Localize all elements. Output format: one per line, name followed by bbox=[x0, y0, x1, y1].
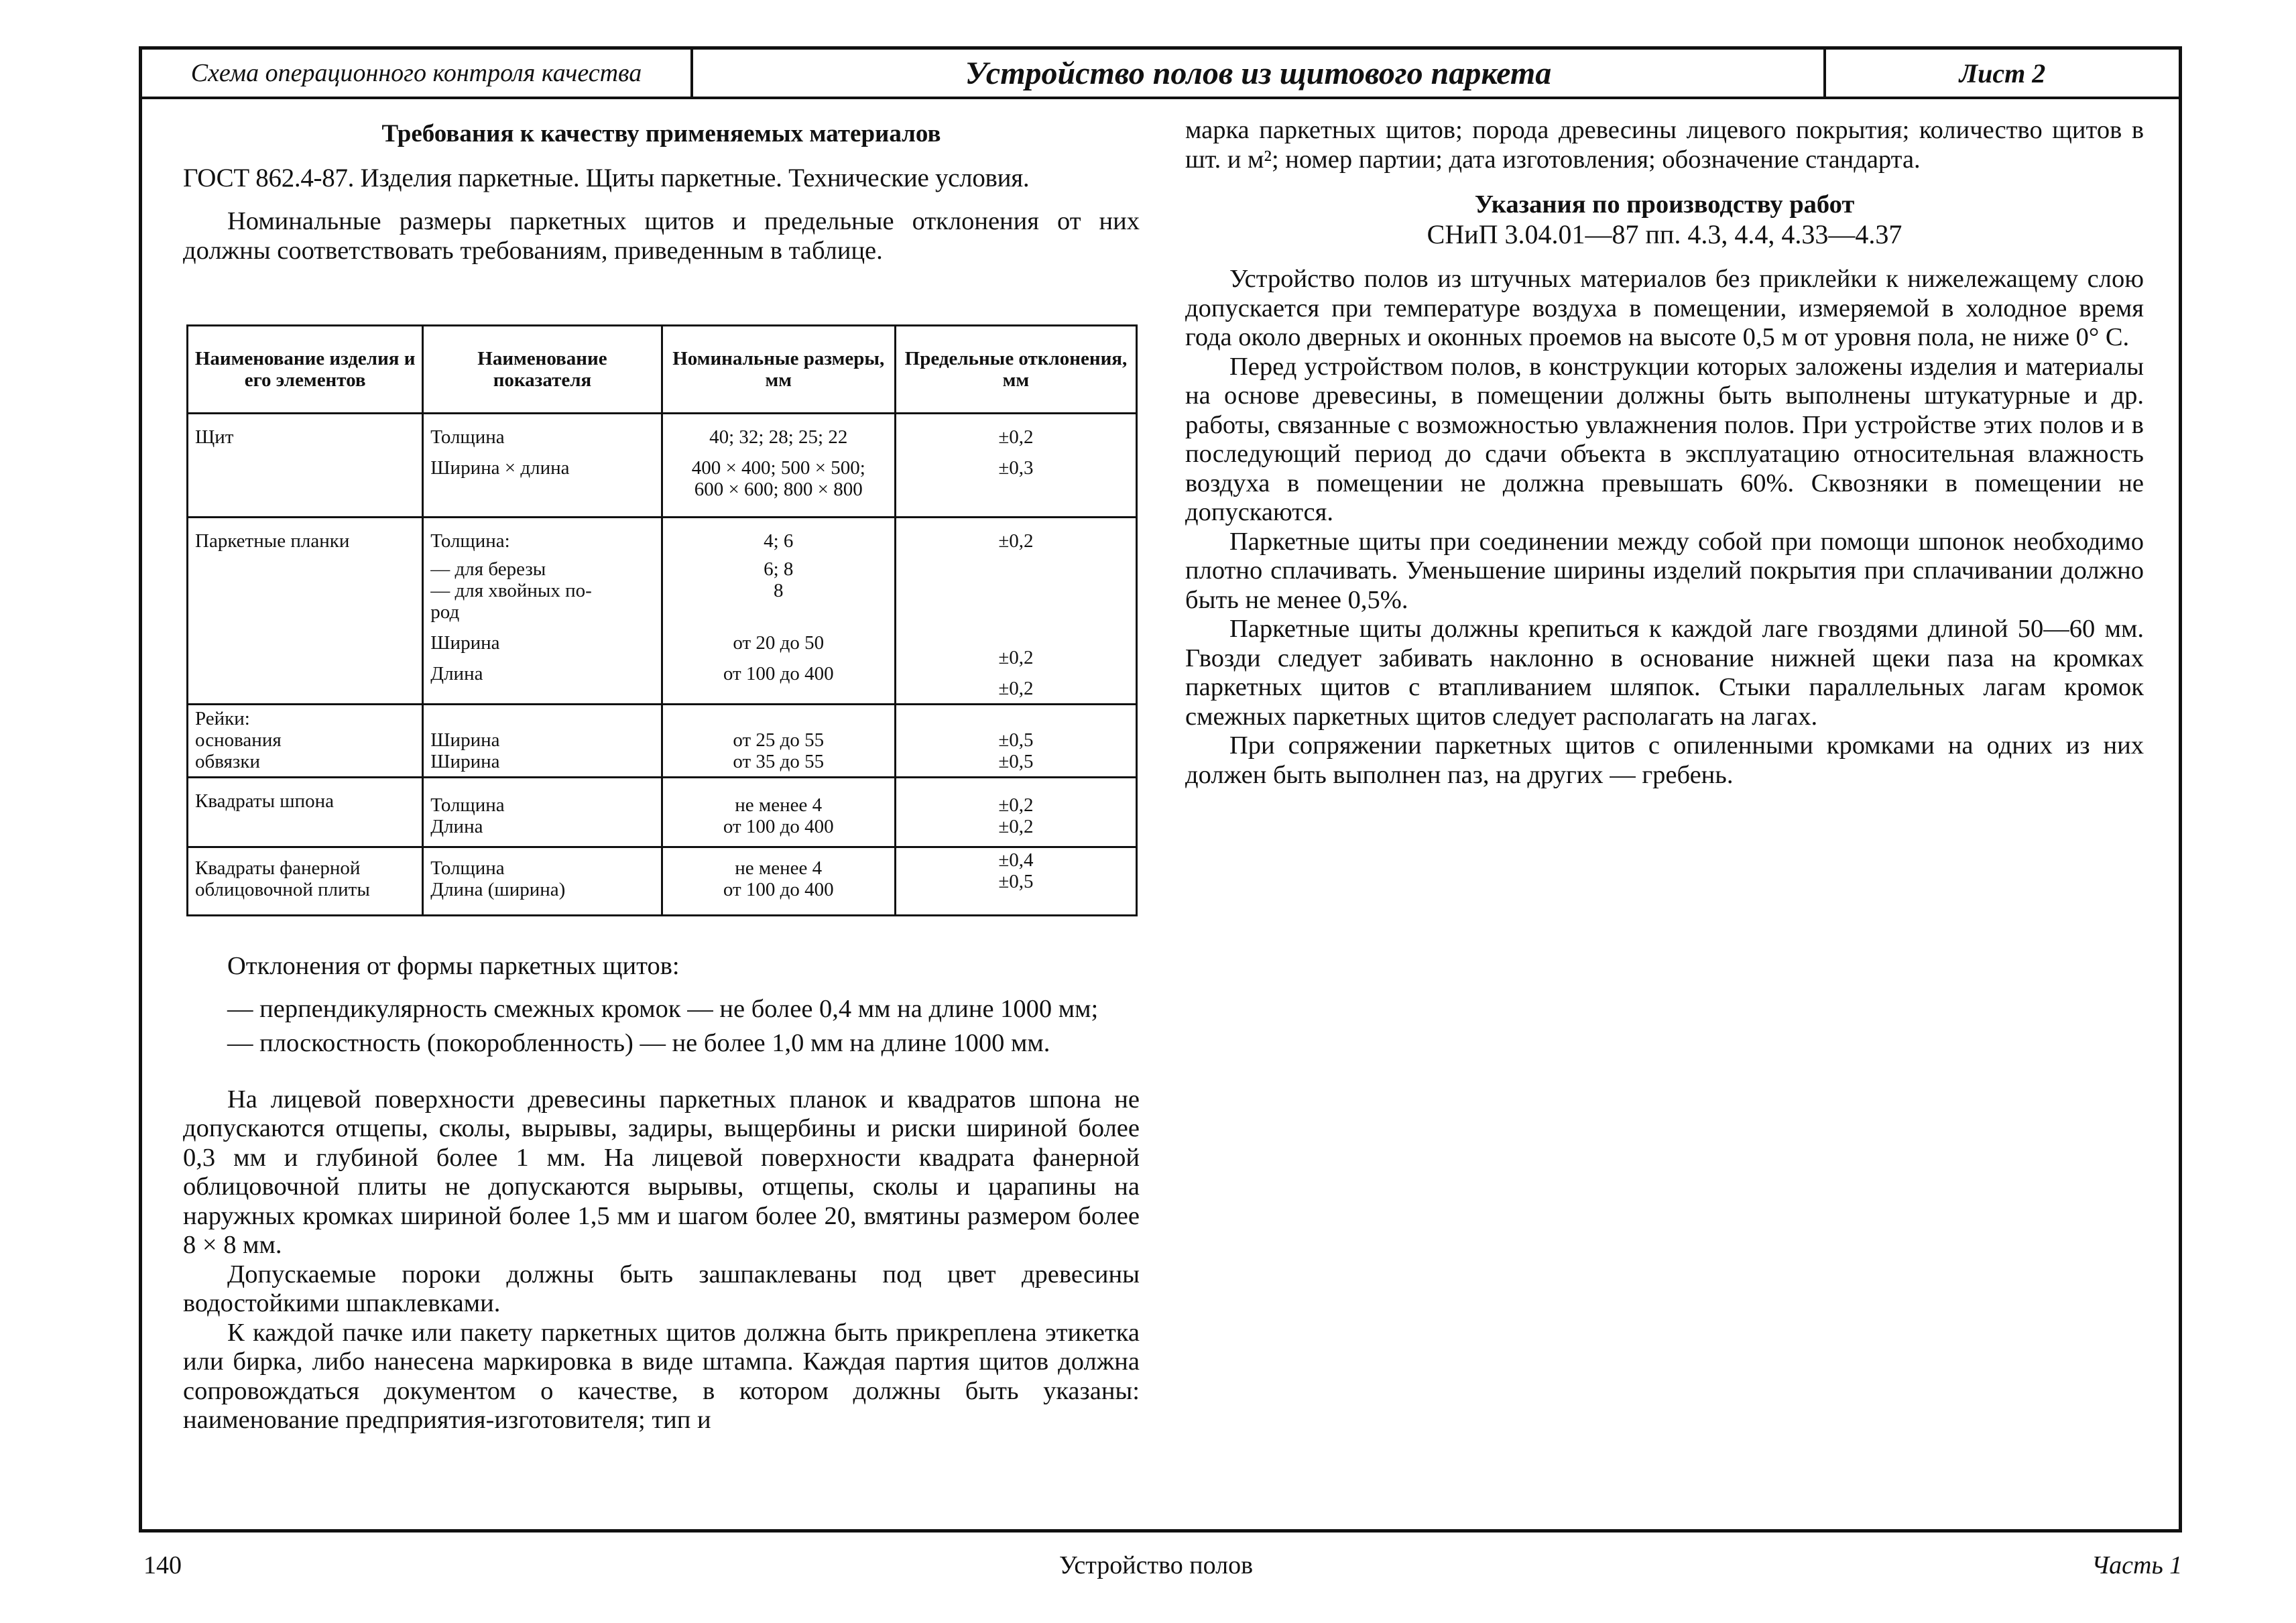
cell-line: Толщина bbox=[430, 426, 505, 448]
footer-title: Устройство полов bbox=[1059, 1551, 1254, 1579]
surface-defects-paragraph: На лицевой поверхности древесины паркетных планок и квадратов шпона не допускаются отщепы, сколы, вырывы, задиры, выщербины и риски шириной более 0,3 мм и глубиной более 1 мм. На лицевой поверхности квадрата фанерной облицовочной плиты не допускаются вырывы, отщепы, сколы и царапины на наружных кромках шириной более 1,5 мм и шагом более 20, вмятины размером более 8 × 8 мм. bbox=[183, 1085, 1140, 1259]
table-header-row bbox=[188, 326, 1137, 414]
cell-line: Толщина bbox=[430, 794, 505, 816]
cell-line: не менее 4 bbox=[735, 857, 823, 879]
cell-line: Паркетные планки bbox=[195, 530, 350, 552]
works-paragraph: Устройство полов из штучных материалов без приклейки к нижележащему слою допускается при температуре воздуха в помещении, измеряемой в холодное время года около дверных и оконных проемов на высоте 0,5 м от уровня пола, не ниже 0° С. bbox=[1185, 265, 2144, 351]
cell-line: ±0,2 bbox=[998, 530, 1034, 552]
header-sheet-number: Лист 2 bbox=[1959, 58, 2046, 88]
table-cell-item bbox=[188, 705, 423, 778]
table-header: Номинальные размеры, мм bbox=[662, 326, 895, 414]
table-cell-size bbox=[662, 414, 895, 518]
materials-heading: Требования к качеству применяемых материалов bbox=[381, 120, 941, 147]
cell-line: 400 × 400; 500 × 500; bbox=[691, 457, 865, 479]
cell-line: ±0,2 bbox=[998, 678, 1034, 699]
cell-line: Длина (ширина) bbox=[430, 879, 566, 900]
header-document-title: Устройство полов из щитового паркета bbox=[693, 50, 1826, 97]
cell-line: основания bbox=[195, 729, 282, 751]
table-cell-tolerance bbox=[895, 705, 1136, 778]
shape-deviation-item: — перпендикулярность смежных кромок — не более 0,4 мм на длине 1000 мм; bbox=[227, 994, 1099, 1023]
works-paragraph: Паркетные щиты при соединении между собой при помощи шпонок необходимо плотно сплачивать. Уменьшение ширины изделий покрытия при сплачивании должно быть не менее 0,5%. bbox=[1185, 527, 2144, 614]
cell-line: ±0,2 bbox=[998, 647, 1034, 668]
cell-line: от 100 до 400 bbox=[723, 816, 834, 837]
works-heading: Указания по производству работ bbox=[1474, 190, 1855, 219]
table-row bbox=[188, 847, 1137, 916]
labeling-paragraph: К каждой пачке или пакету паркетных щитов должна быть прикреплена этикетка или бирка, либо нанесена маркировка в виде штампа. Каждая партия щитов должна сопровождаться документом о качестве, в котором должны быть указаны: наименование предприятия-изготовителя; тип и bbox=[183, 1318, 1140, 1434]
cell-line: обвязки bbox=[195, 751, 260, 772]
left-column bbox=[183, 119, 1140, 265]
shape-deviations-title: Отклонения от формы паркетных щитов: bbox=[227, 952, 680, 980]
table-cell-item bbox=[188, 847, 423, 916]
table-header: Предельные отклонения, мм bbox=[895, 326, 1136, 414]
cell-line: 600 × 600; 800 × 800 bbox=[694, 479, 863, 500]
cell-line: ±0,2 bbox=[998, 426, 1034, 448]
cell-line: ±0,5 bbox=[998, 871, 1034, 892]
cell-line: Квадраты шпона bbox=[195, 790, 335, 812]
table-row bbox=[188, 414, 1137, 518]
shape-deviation-item: — плоскостность (покоробленность) — не более 1,0 мм на длине 1000 мм. bbox=[227, 1029, 1050, 1057]
table-header: Наименование изделия и его элементов bbox=[188, 326, 423, 414]
cell-line: ±0,2 bbox=[998, 816, 1034, 837]
snip-reference: СНиП 3.04.01—87 пп. 4.3, 4.4, 4.33—4.37 bbox=[1427, 219, 1902, 249]
cell-line: 6; 8 bbox=[764, 558, 794, 580]
cell-line: от 20 до 50 bbox=[733, 632, 825, 654]
intro-paragraph: Номинальные размеры паркетных щитов и предельные отклонения от них должны соответствовать требованиям, приведенным в таблице. bbox=[183, 207, 1140, 265]
table-header: Наименование показателя bbox=[423, 326, 662, 414]
header-scheme-title: Схема операционного контроля качества bbox=[142, 50, 693, 97]
table-cell-param bbox=[423, 518, 662, 705]
cell-line: от 100 до 400 bbox=[723, 663, 834, 684]
table-cell-size bbox=[662, 847, 895, 916]
cell-line: ±0,2 bbox=[998, 794, 1034, 816]
table-cell-param bbox=[423, 705, 662, 778]
table-cell-param bbox=[423, 414, 662, 518]
page-number: 140 bbox=[143, 1551, 182, 1579]
works-paragraph: Перед устройством полов, в конструкции которых заложены изделия и материалы на основе древесины, в помещении должны быть выполнены штукатурные и др. работы, связанные с возможностью увлажнения полов. При устройстве этих полов и в последующий период до сдачи объекта в эксплуатацию относительная влажность воздуха в помещении не должна превышать 60%. Сквозняки в помещении не допускаются. bbox=[1185, 352, 2144, 526]
header-bar bbox=[142, 50, 2179, 99]
cell-line: Ширина bbox=[430, 751, 500, 772]
cell-line: от 35 до 55 bbox=[733, 751, 825, 772]
table-cell-size bbox=[662, 778, 895, 847]
left-column-lower bbox=[183, 952, 1140, 1435]
cell-line: Толщина bbox=[430, 857, 505, 879]
marking-continuation: марка паркетных щитов; порода древесины лицевого покрытия; количество щитов в шт. и м²; номер партии; дата изготовления; обозначение стандарта. bbox=[1185, 116, 2144, 174]
cell-line: Длина bbox=[430, 663, 483, 684]
table-cell-param bbox=[423, 778, 662, 847]
cell-line: от 100 до 400 bbox=[723, 879, 834, 900]
cell-line: облицовочной плиты bbox=[195, 879, 370, 900]
table-cell-tolerance bbox=[895, 847, 1136, 916]
table-cell-size bbox=[662, 518, 895, 705]
cell-line: 8 bbox=[773, 580, 784, 601]
table-cell-item bbox=[188, 414, 423, 518]
footer-part: Часть 1 bbox=[2092, 1551, 2183, 1579]
cell-line: Ширина bbox=[430, 729, 500, 751]
cell-line: — для березы bbox=[430, 558, 546, 580]
cell-line: Ширина bbox=[430, 632, 500, 654]
table-cell-tolerance bbox=[895, 414, 1136, 518]
cell-line: 4; 6 bbox=[764, 530, 794, 552]
cell-line: род bbox=[430, 601, 460, 623]
table-cell-size bbox=[662, 705, 895, 778]
table-row bbox=[188, 518, 1137, 705]
table-cell-tolerance bbox=[895, 518, 1136, 705]
cell-line: ±0,4 bbox=[998, 849, 1034, 871]
cell-line: Щит bbox=[195, 426, 234, 448]
cell-line: от 25 до 55 bbox=[733, 729, 825, 751]
works-paragraph: Паркетные щиты должны крепиться к каждой лаге гвоздями длиной 50—60 мм. Гвозди следует забивать наклонно в основание нижней щеки паза на кромках паркетных щитов с втапливанием шляпок. Стыки параллельных лагам кромок смежных паркетных щитов следует располагать на лагах. bbox=[1185, 615, 2144, 731]
cell-line: Длина bbox=[430, 816, 483, 837]
dimensions-table bbox=[186, 324, 1138, 916]
cell-line: Квадраты фанерной bbox=[195, 857, 361, 879]
table-row bbox=[188, 778, 1137, 847]
cell-line: ±0,5 bbox=[998, 729, 1034, 751]
cell-line: — для хвойных по- bbox=[430, 580, 592, 601]
cell-line: Ширина × длина bbox=[430, 457, 570, 479]
works-paragraph: При сопряжении паркетных щитов с опиленными кромками на одних из них должен быть выполнен паз, на других — гребень. bbox=[1185, 731, 2144, 789]
table-cell-item bbox=[188, 778, 423, 847]
gost-reference: ГОСТ 862.4-87. Изделия паркетные. Щиты паркетные. Технические условия. bbox=[183, 163, 1030, 192]
cell-line: не менее 4 bbox=[735, 794, 823, 816]
table-cell-tolerance bbox=[895, 778, 1136, 847]
filler-paragraph: Допускаемые пороки должны быть зашпаклеваны под цвет древесины водостойкими шпаклевками. bbox=[183, 1260, 1140, 1317]
table-cell-item bbox=[188, 518, 423, 705]
cell-line: Толщина: bbox=[430, 530, 510, 552]
table-cell-param bbox=[423, 847, 662, 916]
table-row bbox=[188, 705, 1137, 778]
cell-line: ±0,3 bbox=[998, 457, 1034, 479]
right-column bbox=[1185, 116, 2144, 790]
cell-line: ±0,5 bbox=[998, 751, 1034, 772]
cell-line: Рейки: bbox=[195, 708, 250, 729]
cell-line: 40; 32; 28; 25; 22 bbox=[709, 426, 848, 448]
